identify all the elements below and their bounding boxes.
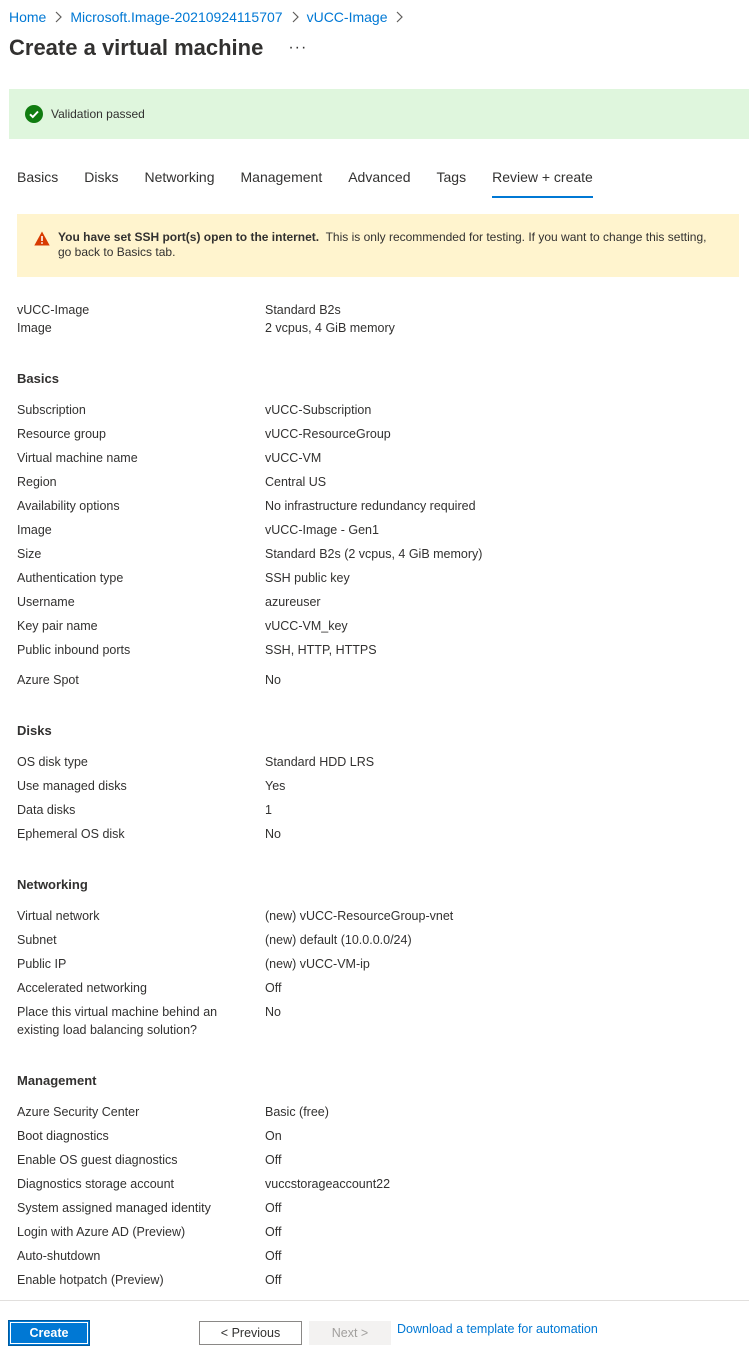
detail-label: Azure Security Center	[17, 1105, 140, 1119]
detail-value: Off	[265, 981, 282, 995]
tab-advanced[interactable]: Advanced	[348, 169, 411, 185]
breadcrumb	[9, 7, 411, 27]
detail-label: System assigned managed identity	[17, 1201, 211, 1215]
detail-value: (new) default (10.0.0.0/24)	[265, 933, 412, 947]
detail-value: 1	[265, 803, 272, 817]
next-button[interactable]: Next >	[309, 1321, 391, 1345]
detail-value: Off	[265, 1201, 282, 1215]
breadcrumb-image-resource[interactable]: Microsoft.Image-20210924115707	[70, 9, 283, 25]
detail-value: vUCC-Subscription	[265, 403, 372, 417]
detail-value: SSH, HTTP, HTTPS	[265, 643, 377, 657]
breadcrumb-vucc-image[interactable]: vUCC-Image	[306, 9, 388, 25]
ssh-warning-banner	[17, 214, 739, 277]
chevron-right-icon	[54, 11, 62, 23]
detail-label: Ephemeral OS disk	[17, 827, 125, 841]
tab-networking[interactable]: Networking	[144, 169, 215, 185]
detail-label: Public IP	[17, 957, 67, 971]
detail-label: Use managed disks	[17, 779, 127, 793]
warning-icon	[34, 231, 50, 246]
detail-label: Enable hotpatch (Preview)	[17, 1273, 164, 1287]
tab-basics[interactable]: Basics	[17, 169, 59, 185]
section-networking-title: Networking	[17, 877, 88, 892]
section-disks-title: Disks	[17, 723, 52, 738]
detail-value: On	[265, 1129, 282, 1143]
detail-label: Login with Azure AD (Preview)	[17, 1225, 186, 1239]
more-options-icon[interactable]: ···	[288, 39, 308, 56]
detail-label: Public inbound ports	[17, 643, 131, 657]
warning-text: This is only recommended for testing. If you want to change this setting, go back to Basics tab.	[58, 230, 707, 259]
previous-button[interactable]: < Previous	[199, 1321, 302, 1345]
wizard-tabs	[17, 169, 619, 198]
section-management-title: Management	[17, 1073, 97, 1088]
detail-label: Virtual machine name	[17, 451, 138, 465]
detail-label: Resource group	[17, 427, 106, 441]
detail-label: Place this virtual machine behind an existing load balancing solution?	[17, 1005, 218, 1037]
detail-value: vUCC-Image - Gen1	[265, 523, 379, 537]
detail-value: vUCC-VM_key	[265, 619, 348, 633]
summary-row	[17, 301, 737, 341]
detail-label: Enable OS guest diagnostics	[17, 1153, 178, 1167]
validation-banner	[9, 89, 749, 139]
detail-label: Availability options	[17, 499, 120, 513]
page-title: Create a virtual machine	[9, 35, 264, 60]
detail-value: No infrastructure redundancy required	[265, 499, 476, 513]
warning-bold-text: You have set SSH port(s) open to the internet.	[58, 230, 320, 244]
detail-label: Diagnostics storage account	[17, 1177, 175, 1191]
detail-label: Boot diagnostics	[17, 1129, 109, 1143]
detail-value: vuccstorageaccount22	[265, 1177, 391, 1191]
detail-value: Off	[265, 1273, 282, 1287]
detail-value: Off	[265, 1225, 282, 1239]
summary-size: Standard B2s	[265, 303, 341, 317]
tab-disks[interactable]: Disks	[84, 169, 119, 185]
detail-label: Virtual network	[17, 909, 100, 923]
summary-image-sub: Image	[17, 321, 52, 335]
detail-label: Subnet	[17, 933, 57, 947]
tab-tags[interactable]: Tags	[436, 169, 467, 185]
detail-label: Key pair name	[17, 619, 98, 633]
tab-review-create[interactable]: Review + create	[492, 169, 593, 198]
detail-label: Authentication type	[17, 571, 124, 585]
chevron-right-icon	[291, 11, 299, 23]
detail-value: vUCC-ResourceGroup	[265, 427, 391, 441]
detail-value: No	[265, 673, 281, 687]
validation-text: Validation passed	[51, 107, 145, 121]
detail-value: (new) vUCC-ResourceGroup-vnet	[265, 909, 454, 923]
detail-label: Azure Spot	[17, 673, 79, 687]
download-template-link[interactable]: Download a template for automation	[397, 1322, 598, 1336]
detail-value: No	[265, 827, 281, 841]
create-button[interactable]: Create	[9, 1321, 89, 1345]
detail-value: vUCC-VM	[265, 451, 322, 465]
detail-label: Region	[17, 475, 57, 489]
detail-label: Subscription	[17, 403, 86, 417]
section-basics-title: Basics	[17, 371, 59, 386]
breadcrumb-home[interactable]: Home	[9, 9, 47, 25]
detail-value: Standard HDD LRS	[265, 755, 375, 769]
detail-value: Off	[265, 1249, 282, 1263]
detail-value: azureuser	[265, 595, 321, 609]
check-circle-icon	[25, 105, 43, 123]
detail-value: Central US	[265, 475, 327, 489]
detail-value: Standard B2s (2 vcpus, 4 GiB memory)	[265, 547, 483, 561]
chevron-right-icon	[395, 11, 403, 23]
summary-image-name: vUCC-Image	[17, 303, 90, 317]
detail-label: Size	[17, 547, 42, 561]
summary-size-sub: 2 vcpus, 4 GiB memory	[265, 321, 395, 335]
tab-management[interactable]: Management	[240, 169, 323, 185]
detail-value: No	[265, 1005, 281, 1019]
title-row	[9, 35, 307, 61]
detail-value: (new) vUCC-VM-ip	[265, 957, 370, 971]
footer-action-bar	[0, 1300, 749, 1354]
detail-value: Off	[265, 1153, 282, 1167]
detail-label: Auto-shutdown	[17, 1249, 101, 1263]
detail-value: Basic (free)	[265, 1105, 329, 1119]
detail-label: Data disks	[17, 803, 76, 817]
detail-label: Image	[17, 523, 52, 537]
detail-value: Yes	[265, 779, 286, 793]
detail-label: Accelerated networking	[17, 981, 147, 995]
detail-value: SSH public key	[265, 571, 350, 585]
detail-label: OS disk type	[17, 755, 88, 769]
detail-label: Username	[17, 595, 75, 609]
